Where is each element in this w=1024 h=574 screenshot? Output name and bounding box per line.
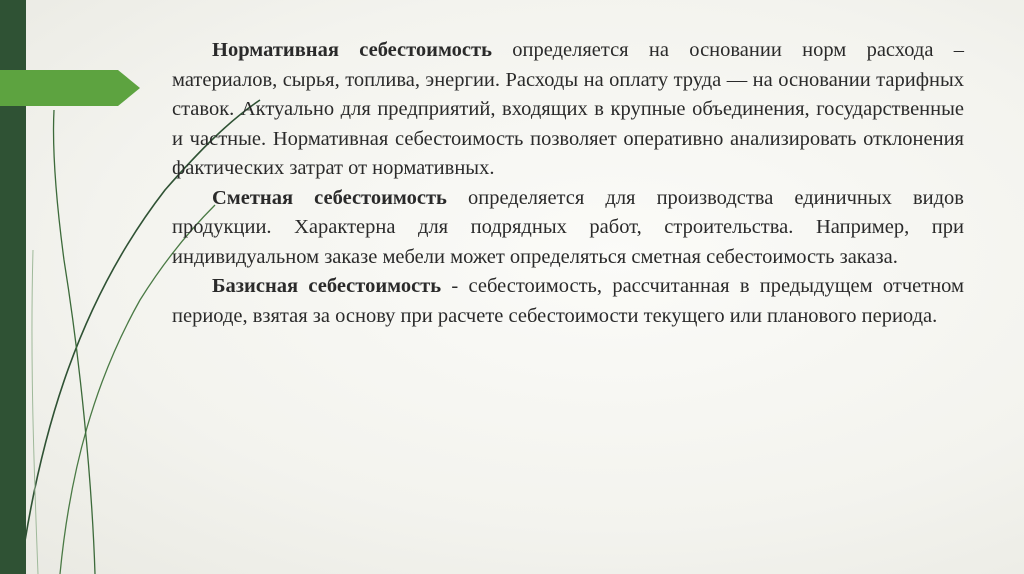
text-normative: определяется на основании норм расхода – материалов, сырья, топлива, энергии. Расходы на оплату труда — на основании тарифных ставок. Актуально для предприятий, входящих в крупные объединения, государственные и частные. Нормативная себестоимость позволяет оперативно анализировать отклонения фактических затрат от нормативных.	[172, 39, 964, 179]
text-estimate: определяется для производства единичных видов продукции. Характерна для подрядных работ, строительства. Например, при индивидуальном заказе мебели может определяться сметная себестоимость заказа.	[172, 186, 964, 268]
paragraph-base	[172, 272, 964, 331]
paragraph-normative	[172, 36, 964, 184]
arrow-marker-icon	[0, 70, 140, 106]
term-base: Базисная себестоимость	[212, 275, 442, 297]
content-text	[172, 36, 964, 331]
term-estimate: Сметная себестоимость	[212, 186, 447, 209]
deco-curve-3	[53, 110, 95, 574]
term-normative: Нормативная себестоимость	[212, 39, 492, 61]
deco-curve-4	[32, 250, 38, 574]
text-base: - себестоимость, рассчитанная в предыдущем отчетном периоде, взятая за основу при расчете себестоимости текущего или планового периода.	[172, 275, 965, 327]
paragraph-estimate	[172, 184, 964, 273]
